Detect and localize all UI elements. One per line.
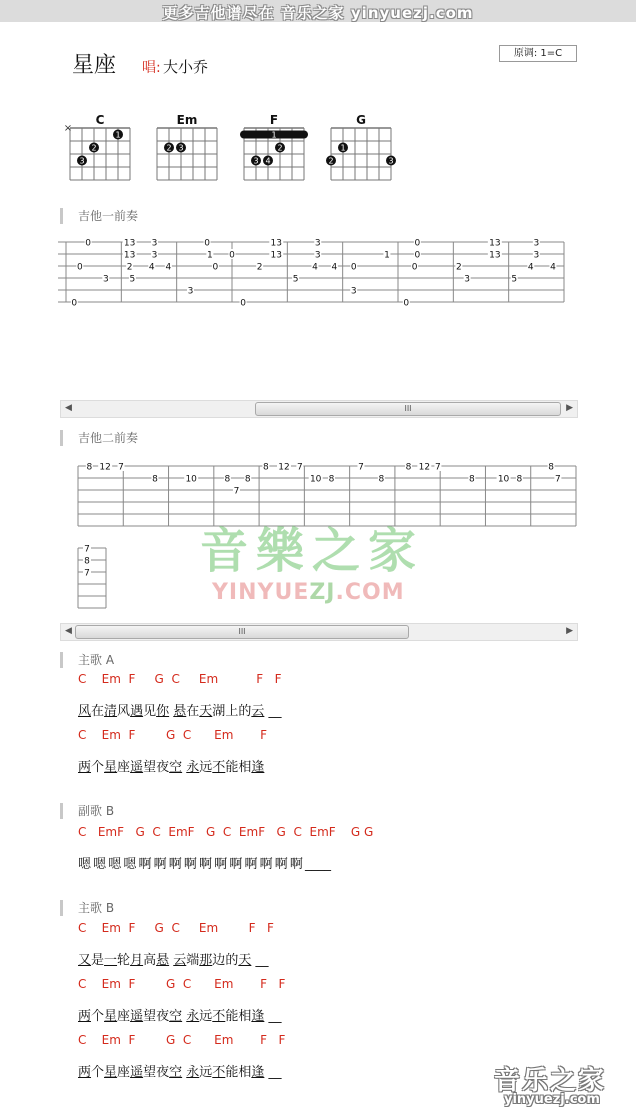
finger-number: 3 [79,156,85,166]
tab-note: 0 [403,298,410,309]
tab-note: 13 [489,250,501,261]
lyric-char: 清 [104,704,118,719]
tab-note: 8 [548,462,554,473]
site-banner-text: 更多吉他谱尽在 音乐之家 yinyuezj.com [162,4,474,22]
tab-note: 5 [129,274,136,285]
tab-note: 7 [118,462,124,473]
scroll-left-icon[interactable]: ◀ [65,403,72,413]
lyric-char: 高 [143,953,157,968]
finger-number: 4 [265,156,271,166]
lyric-char: 相 [238,1009,252,1024]
tab-note: 13 [270,238,282,249]
tab-note: 8 [378,474,385,485]
lyric-char: 两 [78,1009,92,1024]
watermark-cn: 音樂之家 [200,523,425,579]
tab-note: 7 [555,474,561,485]
chorusB-lyric-1: 嗯 嗯 嗯 嗯 啊 啊 啊 啊 啊 啊 啊 啊 啊 啊 啊 ____ [78,857,331,872]
finger-number: 3 [388,156,394,166]
tab-note: 8 [86,462,93,473]
lyric-char: 座 [117,760,131,775]
lyric-char: 见 [143,704,157,719]
tab-note: 13 [489,238,501,249]
tab-note: 7 [296,462,303,473]
tab-note: 0 [212,262,219,273]
lyric-char: 遥 [130,760,144,775]
scroll-grip: III [404,404,412,413]
lyric-char: 能 [225,1065,239,1080]
lyric-char: 悬 [173,704,187,719]
lyric-char: 空 [169,760,183,775]
lyric-char: 个 [91,760,105,775]
lyric-char: 逢 [251,1065,265,1080]
lyric-char: __ [264,1009,282,1024]
lyric-char: 逢 [251,760,265,775]
section-guitar1-label: 吉他一前奏 [60,208,138,224]
tab-note: 12 [278,462,290,473]
tab-note: 7 [84,544,90,555]
tab-note: 12 [99,462,111,473]
tab-note: 0 [414,238,421,249]
lyric-char: __ [251,953,269,968]
lyric-char: 云 [251,704,265,719]
section-verseA-label: 主歌 A [60,652,114,668]
verseB-chords-2: C Em F G C Em F F [78,977,286,991]
chord-name: Em [176,113,198,127]
scroll-left-icon[interactable]: ◀ [65,626,72,636]
finger-number: 2 [328,156,334,166]
tab-note: 3 [350,286,357,297]
lyric-char: 空 [169,1065,183,1080]
mute-mark: × [63,123,73,134]
tab-guitar2-scrollbar[interactable] [60,623,578,641]
chorusB-chords-1: C EmF G C EmF G C EmF G C EmF G G [78,825,374,839]
tab-note: 10 [185,474,197,485]
tab-note: 8 [152,474,158,485]
lyric-char: 星 [104,1009,118,1024]
finger-number: 2 [91,143,97,153]
lyric-char: 星 [104,760,118,775]
lyric-char: 那 [199,953,213,968]
tab-note: 8 [84,556,90,567]
chord-diagrams [60,110,410,190]
lyric-char: 在 [186,704,200,719]
lyric-char: 天 [199,704,213,719]
lyric-char: 望 [143,1065,157,1080]
lyric-char: 不 [212,1065,226,1080]
lyric-char: 不 [212,1009,226,1024]
tab-note: 4 [331,262,338,273]
tab-note: 13 [123,250,136,261]
tab-note: 0 [240,298,246,309]
chord-name: F [269,113,279,127]
lyric-char: 夜 [156,1009,170,1024]
section-verseB-label: 主歌 B [60,900,114,916]
tab-note: 8 [469,474,475,485]
tab-note: 1 [384,250,390,261]
tab-guitar1-scrollbar[interactable] [60,400,578,418]
lyric-char: 不 [212,760,226,775]
verseB-lyric-2 [78,1005,282,1024]
tab-note: 5 [511,274,518,285]
chord-name: G [356,113,366,127]
verseB-lyric-1 [78,949,268,968]
tab-note: 3 [464,274,471,285]
finger-number: 3 [253,156,259,166]
scroll-thumb[interactable] [75,625,409,639]
tab-note: 10 [309,474,322,485]
lyric-char: 月 [130,953,144,968]
tab-note: 0 [76,262,83,273]
tab-note: 8 [405,462,412,473]
tab-note: 3 [151,238,158,249]
tab-note: 3 [151,250,158,261]
tab-note: 8 [224,474,231,485]
scroll-right-icon[interactable]: ▶ [566,403,573,413]
lyric-char: 悬 [156,953,170,968]
tab-note: 1 [206,250,213,261]
finger-number: 2 [277,143,283,153]
finger-number: 1 [340,143,346,153]
lyric-char: 湖 [212,704,226,719]
lyric-char: 两 [78,1065,92,1080]
lyric-char: 轮 [117,953,131,968]
footer-logo-en: yinyuezj.com [504,1092,600,1107]
lyric-char: 是 [91,953,105,968]
scroll-right-icon[interactable]: ▶ [566,626,573,636]
singer-label: 唱: [142,60,161,76]
scroll-thumb[interactable] [255,402,561,416]
tab-note: 10 [497,474,510,485]
lyric-char: 你 [156,704,170,719]
tab-note: 3 [533,250,540,261]
tab-note: 0 [411,262,418,273]
verseB-lyric-3 [78,1061,282,1080]
tab-note: 0 [229,250,235,261]
lyric-char: 空 [169,1009,183,1024]
lyric-char: 能 [225,760,239,775]
lyric-char: 座 [117,1009,131,1024]
lyric-char: 远 [199,1009,213,1024]
tab-note: 4 [312,262,318,273]
tab-note: 4 [550,262,556,273]
verseA-lyric-2 [78,756,264,775]
tab-note: 3 [102,274,109,285]
lyric-char: 永 [186,1009,200,1024]
lyric-char: 夜 [156,1065,170,1080]
tab-note: 7 [233,486,240,497]
lyric-char: 远 [199,1065,213,1080]
tab-note: 4 [148,262,155,273]
lyric-char: 望 [143,760,157,775]
section-chorusB-label: 副歌 B [60,803,114,819]
barre-label: 1 [271,130,277,140]
lyric-char: 天 [238,953,252,968]
tab-note: 0 [204,238,210,249]
lyric-char: 遇 [130,704,144,719]
tab-note: 3 [533,238,540,249]
tab-note: 2 [126,262,133,273]
tab-guitar1 [58,234,578,310]
finger-number: 3 [178,143,184,153]
lyric-char: __ [264,704,282,719]
lyric-char: 云 [173,953,187,968]
lyric-char: 的 [238,704,252,719]
lyric-char: 个 [91,1065,105,1080]
footer-logo-cn: 音乐之家 [494,1066,607,1096]
lyric-char: 逢 [251,1009,265,1024]
tab-note: 12 [418,462,431,473]
song-title: 星座 [72,53,117,78]
tab-note: 4 [527,262,534,273]
lyric-char: 边 [212,953,226,968]
verseB-chords-1: C Em F G C Em F F [78,921,274,935]
tab-note: 13 [270,250,282,261]
singer-name: 大小乔 [163,58,209,76]
scroll-grip: III [238,627,246,636]
lyric-char: 望 [143,1009,157,1024]
tab-note: 4 [165,262,172,273]
tab-note: 3 [314,238,321,249]
tab-note: 7 [435,462,441,473]
lyric-char: 永 [186,1065,200,1080]
verseA-lyric-1 [78,700,282,719]
tab-guitar2-extra [76,540,108,610]
lyric-char: 一 [104,953,118,968]
tab-note: 8 [516,474,523,485]
tab-note: 13 [123,238,136,249]
tab-note: 2 [455,262,462,273]
chord-name: C [95,113,105,127]
verseB-chords-3: C Em F G C Em F F [78,1033,286,1047]
lyric-char: 座 [117,1065,131,1080]
tab-note: 8 [263,462,269,473]
tab-note: 0 [350,262,357,273]
lyric-char: 又 [78,953,92,968]
lyric-char: 的 [225,953,239,968]
tab-note: 3 [314,250,321,261]
lyric-char: 永 [186,760,200,775]
section-guitar2-label: 吉他二前奏 [60,430,138,446]
tab-note: 0 [71,298,78,309]
lyric-char: 两 [78,760,92,775]
lyric-char: 遥 [130,1065,144,1080]
footer-logo [486,1060,636,1115]
verseA-chords-2: C Em F G C Em F [78,728,268,742]
finger-number: 1 [115,130,121,140]
lyric-char: 端 [186,953,200,968]
tab-note: 2 [256,262,263,273]
lyric-char: 在 [91,704,105,719]
tab-note: 7 [358,462,364,473]
lyric-char: 星 [104,1065,118,1080]
tab-note: 7 [84,568,90,579]
original-key: 原调: 1=C [499,45,577,62]
tab-note: 0 [85,238,92,249]
lyric-char: 风 [117,704,131,719]
lyric-char: 遥 [130,1009,144,1024]
tab-note: 3 [187,286,194,297]
lyric-char: 个 [91,1009,105,1024]
lyric-char: 相 [238,1065,252,1080]
lyric-char: __ [264,1065,282,1080]
finger-number: 2 [166,143,172,153]
lyric-char: 夜 [156,760,170,775]
tab-note: 5 [292,274,299,285]
tab-note: 8 [328,474,335,485]
watermark-en: YINYUEZJ.COM [212,580,405,605]
verseA-chords-1: C Em F G C Em F F [78,672,282,686]
site-banner [0,0,636,22]
lyric-char: 相 [238,760,252,775]
lyric-char: 上 [225,704,239,719]
lyric-char: 远 [199,760,213,775]
lyric-char: 能 [225,1009,239,1024]
tab-note: 8 [244,474,251,485]
tab-note: 0 [414,250,421,261]
lyric-char: 风 [78,704,92,719]
